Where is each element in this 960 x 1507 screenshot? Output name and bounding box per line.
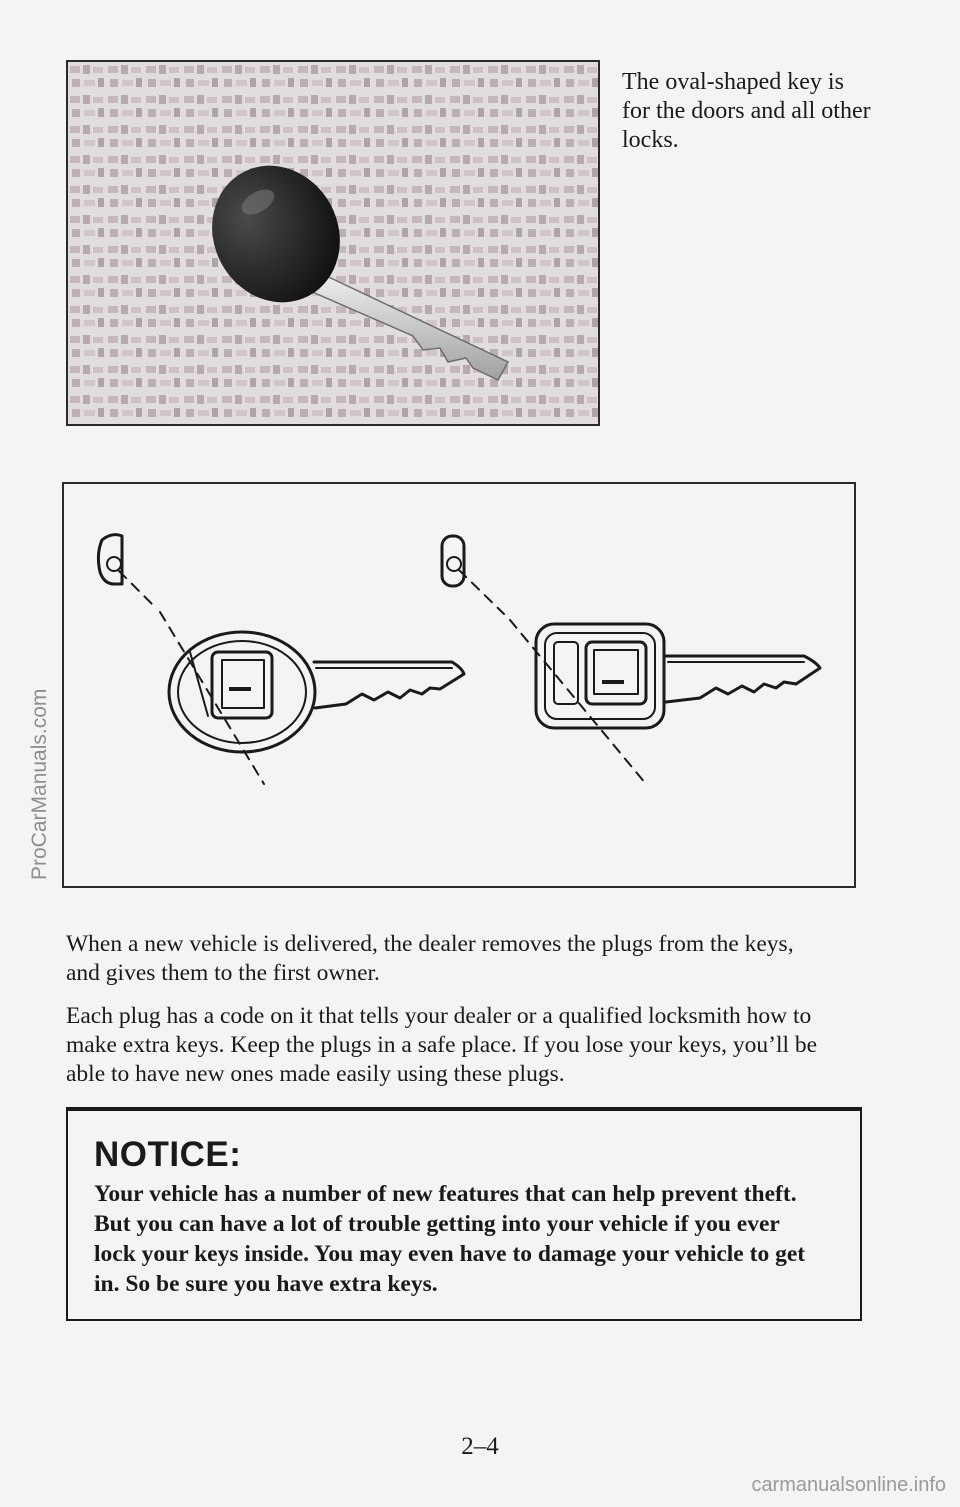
key-plug-diagram bbox=[62, 482, 856, 888]
paragraph-delivery: When a new vehicle is delivered, the dealer removes the plugs from the keys, and gives them to the first owner. bbox=[66, 931, 794, 986]
photo-caption: The oval-shaped key is for the doors and all other locks. bbox=[622, 69, 871, 153]
footer-watermark: carmanualsonline.info bbox=[751, 1474, 946, 1496]
notice-title: NOTICE: bbox=[94, 1135, 242, 1174]
notice-text: Your vehicle has a number of new features that can help prevent theft. But you can have a lot of trouble getting into your vehicle if you ever lock your keys inside. You may even have to damage your vehicle to get in. So be sure you have extra keys. bbox=[94, 1181, 806, 1297]
oval-key-image bbox=[68, 62, 598, 424]
notice-box bbox=[66, 1107, 862, 1321]
oval-key-photo bbox=[66, 60, 600, 426]
page-number: 2–4 bbox=[461, 1433, 499, 1460]
square-key-drawing bbox=[442, 536, 820, 784]
key-plug-illustration bbox=[64, 484, 854, 886]
paragraph-plug-code: Each plug has a code on it that tells your dealer or a qualified locksmith how to make extra keys. Keep the plugs in a safe place. If you lose your keys, you’ll be able to have new ones made easily using these plugs. bbox=[66, 1003, 818, 1087]
sidebar-watermark: ProCarManuals.com bbox=[28, 688, 51, 880]
oval-key-drawing bbox=[98, 535, 464, 784]
